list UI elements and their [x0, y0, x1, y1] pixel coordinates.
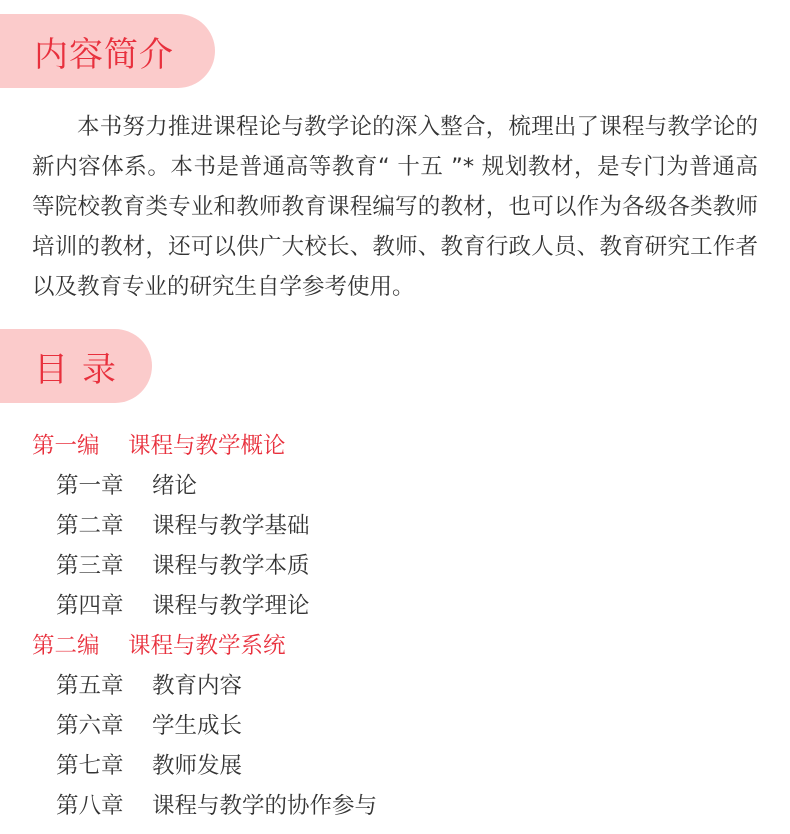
chapter-title: 教师发展	[152, 753, 243, 779]
toc-chapter-3[interactable]	[0, 546, 790, 586]
toc-chapter-5[interactable]	[0, 666, 790, 706]
toc-chapter-7[interactable]	[0, 746, 790, 786]
part-title: 课程与教学系统	[128, 633, 286, 659]
chapter-number: 第七章	[56, 753, 124, 779]
chapter-number: 第三章	[56, 553, 124, 579]
toc-part-2[interactable]	[0, 626, 790, 666]
chapter-title: 课程与教学的协作参与	[152, 793, 378, 819]
table-of-contents	[0, 426, 790, 826]
intro-heading: 内容简介	[34, 34, 174, 75]
toc-chapter-1[interactable]	[0, 466, 790, 506]
chapter-number: 第八章	[56, 793, 124, 819]
toc-section-header	[0, 329, 152, 403]
toc-chapter-2[interactable]	[0, 506, 790, 546]
toc-heading: 目录	[34, 349, 130, 390]
chapter-number: 第五章	[56, 673, 124, 699]
toc-chapter-6[interactable]	[0, 706, 790, 746]
toc-part-1[interactable]	[0, 426, 790, 466]
chapter-title: 课程与教学本质	[152, 553, 310, 579]
part-number: 第二编	[32, 633, 100, 659]
chapter-number: 第一章	[56, 473, 124, 499]
chapter-title: 课程与教学理论	[152, 593, 310, 619]
chapter-title: 课程与教学基础	[152, 513, 310, 539]
chapter-number: 第二章	[56, 513, 124, 539]
chapter-number: 第六章	[56, 713, 124, 739]
intro-paragraph: 本书努力推进课程论与教学论的深入整合，梳理出了课程与教学论的新内容体系。本书是普通高等教育“ 十五 ”* 规划教材，是专门为普通高等院校教育类专业和教师教育课程编写的教材，也可以作为各级各类教师培训的教材，还可以供广大校长、教师、教育行政人员、教育研究工作者以及教育专业的研究生自学参考使用。	[32, 114, 758, 300]
part-title: 课程与教学概论	[128, 433, 286, 459]
chapter-title: 学生成长	[152, 713, 243, 739]
chapter-title: 教育内容	[152, 673, 243, 699]
part-number: 第一编	[32, 433, 100, 459]
intro-section-header	[0, 14, 215, 88]
toc-chapter-8[interactable]	[0, 786, 790, 826]
toc-chapter-4[interactable]	[0, 586, 790, 626]
chapter-number: 第四章	[56, 593, 124, 619]
chapter-title: 绪论	[152, 473, 198, 499]
